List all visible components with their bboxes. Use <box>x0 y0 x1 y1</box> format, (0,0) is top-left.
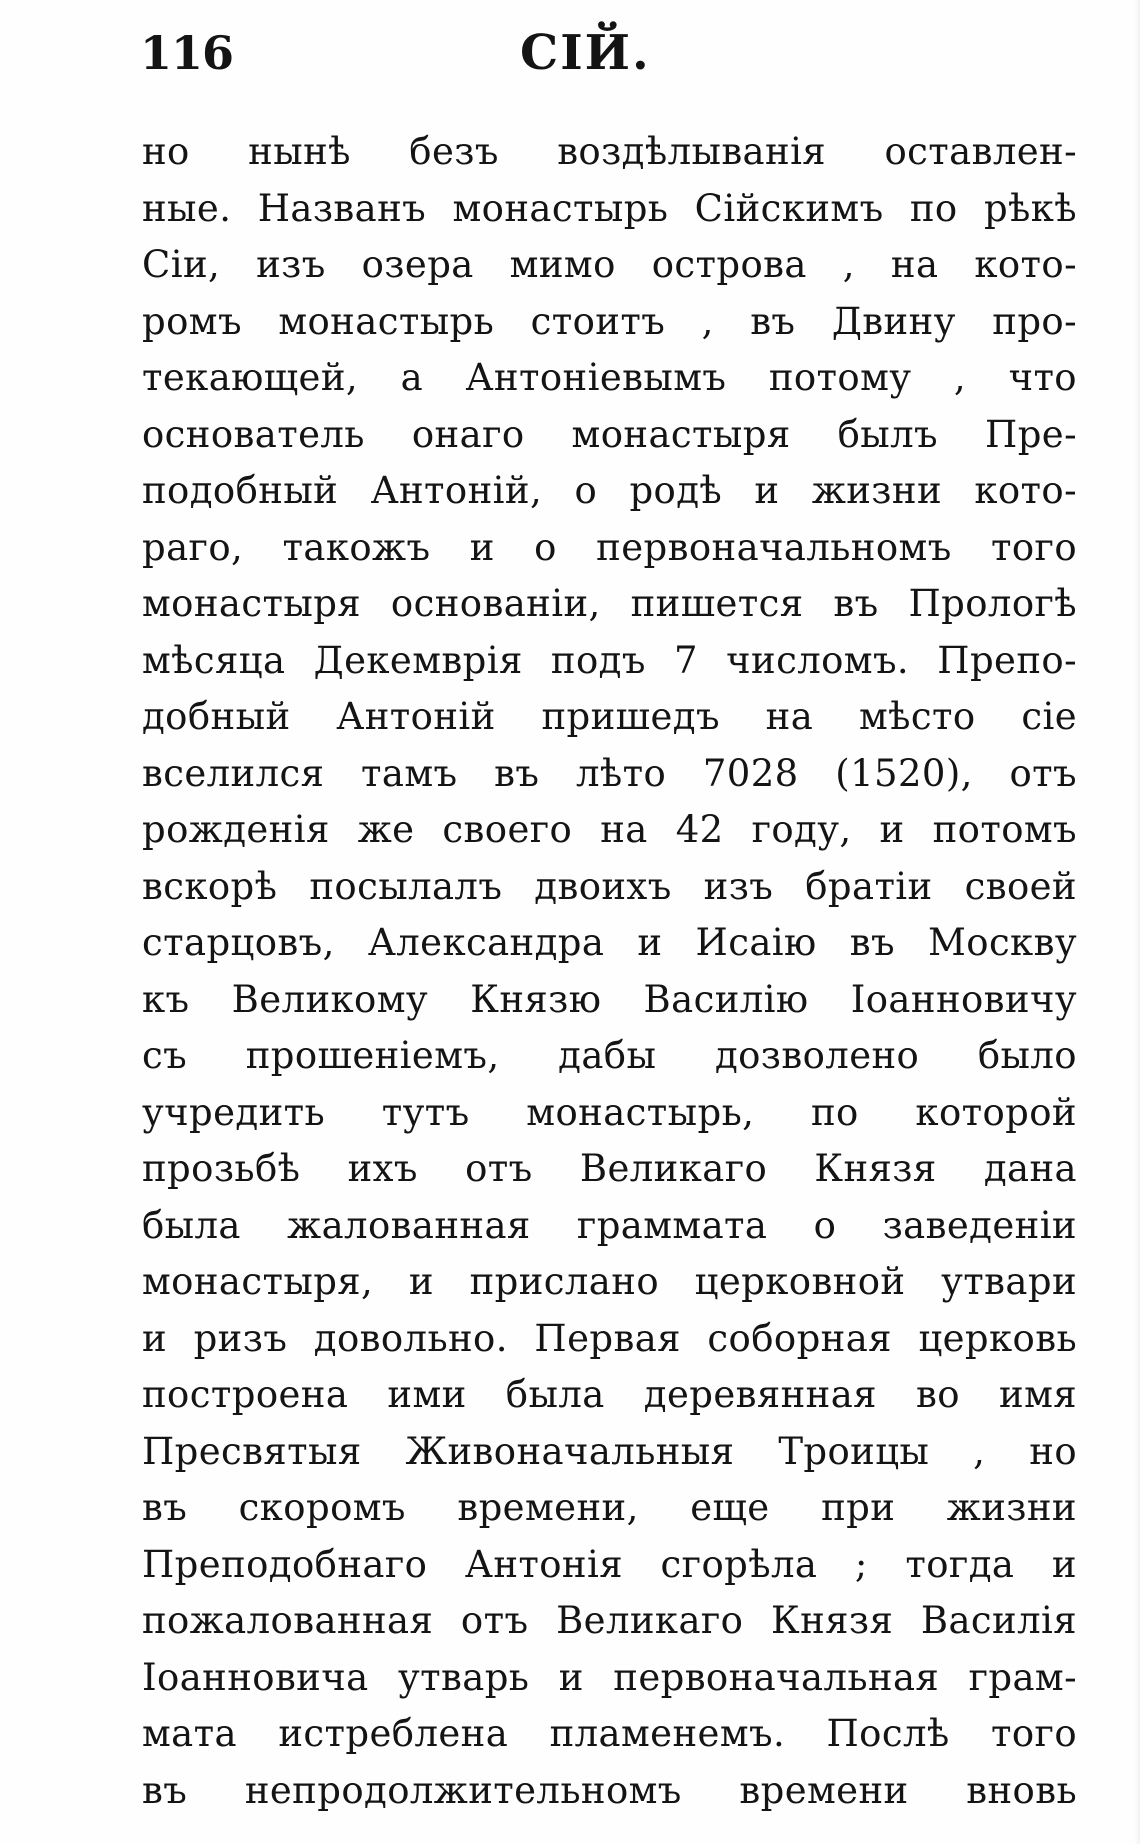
text-line: подобный Антоній, о родѣ и жизни кото- <box>142 469 1077 512</box>
text-line: прозьбѣ ихъ отъ Великаго Князя дана <box>142 1147 1077 1190</box>
text-line: къ Великому Князю Василію Іоанновичу <box>142 977 1077 1021</box>
text-line: Іоанновича утварь и первоначальная грам- <box>142 1655 1077 1699</box>
text-line: основатель онаго монастыря былъ Пре- <box>142 412 1077 456</box>
text-line: старцовъ, Александра и Исаію въ Москву <box>142 921 1077 964</box>
text-line: Пресвятыя Живоначальныя Троицы , но <box>142 1429 1077 1473</box>
text-line: ромъ монастырь стоитъ , въ Двину про- <box>142 299 1077 343</box>
text-line: мѣсяца Декемврія подъ 7 числомъ. Препо- <box>142 638 1077 682</box>
text-line: монастыря, и прислано церковной утвари <box>142 1260 1077 1303</box>
text-line: Преподобнаго Антонія сгорѣла ; тогда и <box>142 1542 1077 1586</box>
text-line: текающей, а Антоніевымъ потому , что <box>142 356 1077 399</box>
text-line: и ризъ довольно. Первая соборная церковь <box>142 1316 1077 1360</box>
text-line: добный Антоній пришедъ на мѣсто сіе <box>142 695 1077 738</box>
text-line: вселился тамъ въ лѣто 7028 (1520), отъ <box>142 751 1077 795</box>
text-line: въ непродолжительномъ времени вновь <box>142 1768 1077 1812</box>
text-line: Сіи, изъ озера мимо острова , на кото- <box>142 243 1077 286</box>
text-line: съ прошеніемъ, дабы дозволено было <box>142 1034 1077 1077</box>
text-line: раго, такожъ и о первоначальномъ того <box>142 525 1077 569</box>
text-line: пожалованная отъ Великаго Князя Василія <box>142 1599 1077 1642</box>
text-line: учредить тутъ монастырь, по которой <box>142 1090 1077 1134</box>
text-line: ные. Названъ монастырь Сійскимъ по рѣкѣ <box>142 186 1077 230</box>
text-line: рожденія же своего на 42 году, и потомъ <box>142 808 1077 851</box>
running-head <box>140 18 1070 88</box>
text-line: была жалованная граммата о заведеніи <box>142 1203 1077 1247</box>
section-title: СІЙ. <box>520 25 651 81</box>
page-number: 116 <box>140 26 234 80</box>
text-line: мата истреблена пламенемъ. Послѣ того <box>142 1712 1077 1755</box>
scan-edge-shadow <box>1134 0 1140 1844</box>
body-text <box>142 124 1077 1819</box>
text-line: монастыря основаніи, пишется въ Прологѣ <box>142 582 1077 625</box>
text-line: но нынѣ безъ воздѣлыванія оставлен- <box>142 130 1077 173</box>
text-line: въ скоромъ времени, еще при жизни <box>142 1486 1077 1529</box>
text-line: вскорѣ посылалъ двоихъ изъ братіи своей <box>142 864 1077 908</box>
text-line: построена ими была деревянная во имя <box>142 1373 1077 1416</box>
